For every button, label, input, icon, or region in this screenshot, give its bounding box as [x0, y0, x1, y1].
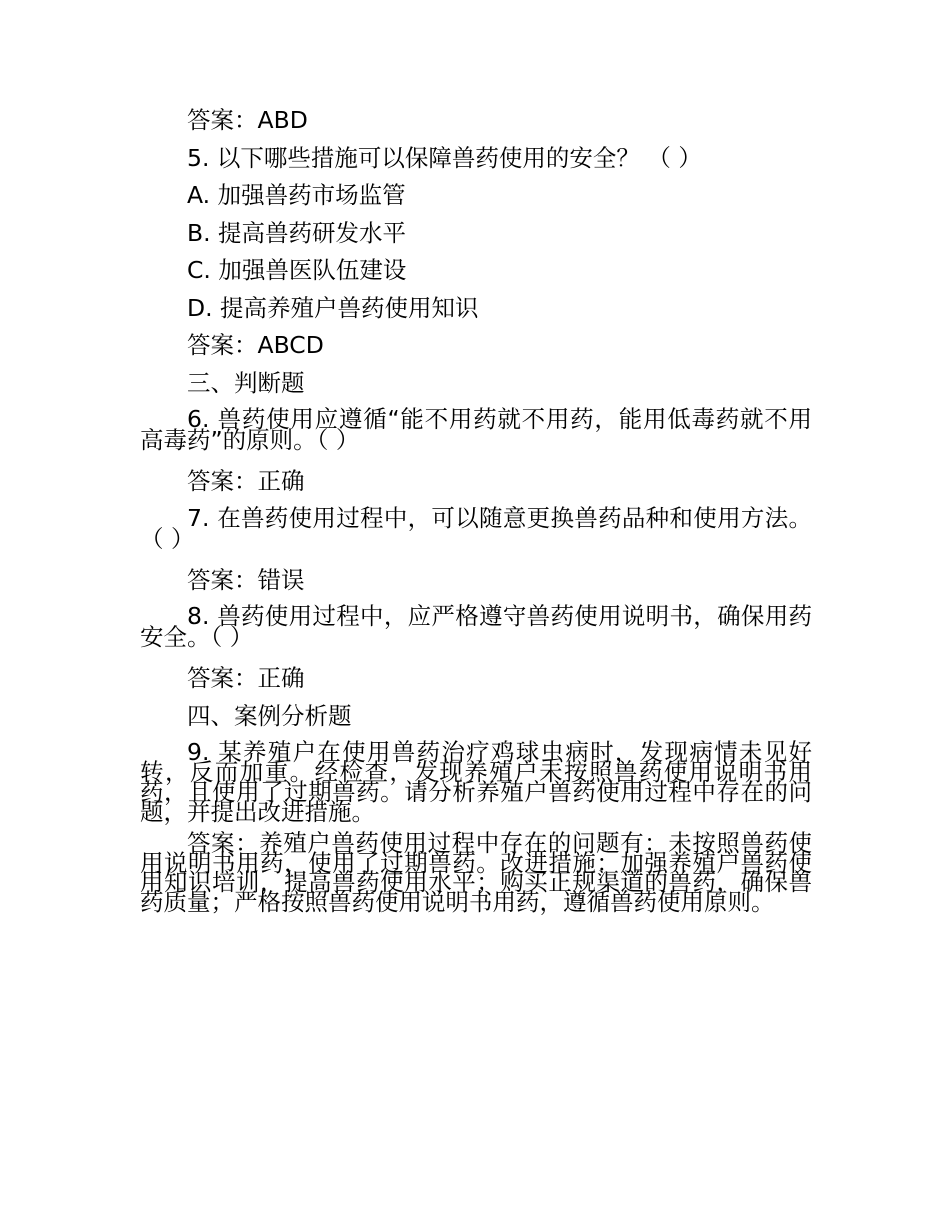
- question-5: 5. 以下哪些措施可以保障兽药使用的安全？ （ ）: [187, 143, 702, 172]
- answer-4: 答案：ABD: [187, 106, 308, 134]
- answer-5: 答案：ABCD: [187, 331, 324, 359]
- question-9: 9. 某养殖户在使用兽药治疗鸡球虫病时，发现病情未见好转，反而加重。经检查，发现养殖户未按照兽药使用说明书用药，且使用了过期兽药。请分析养殖户兽药使用过程中存在的问题，并提出改进措施。: [140, 738, 812, 826]
- question-5-option-c: C. 加强兽医队伍建设: [187, 256, 407, 284]
- question-5-option-a: A. 加强兽药市场监管: [187, 181, 406, 209]
- section-heading-true-false: 三、判断题: [187, 368, 305, 397]
- answer-7: 答案：错误: [187, 565, 305, 594]
- question-5-option-b: B. 提高兽药研发水平: [187, 218, 407, 247]
- answer-6: 答案：正确: [187, 467, 305, 495]
- question-5-option-d: D. 提高养殖户兽药使用知识: [187, 293, 479, 322]
- answer-8: 答案：正确: [187, 664, 305, 692]
- section-heading-case-analysis: 四、案例分析题: [187, 701, 352, 730]
- document-content: [140, 102, 812, 924]
- question-6: 6. 兽药使用应遵循“能不用药就不用药，能用低毒药就不用高毒药”的原则。（ ）: [140, 405, 812, 454]
- question-8: 8. 兽药使用过程中，应严格遵守兽药使用说明书，确保用药安全。（ ）: [140, 602, 812, 651]
- answer-9: 答案：养殖户兽药使用过程中存在的问题有：未按照兽药使用说明书用药，使用了过期兽药。改进措施：加强养殖户兽药使用知识培训，提高兽药使用水平；购买正规渠道的兽药，确保兽药质量；严格按照兽药使用说明书用药，遵循兽药使用原则。: [140, 829, 812, 916]
- question-7: 7. 在兽药使用过程中，可以随意更换兽药品种和使用方法。（ ）: [140, 503, 812, 553]
